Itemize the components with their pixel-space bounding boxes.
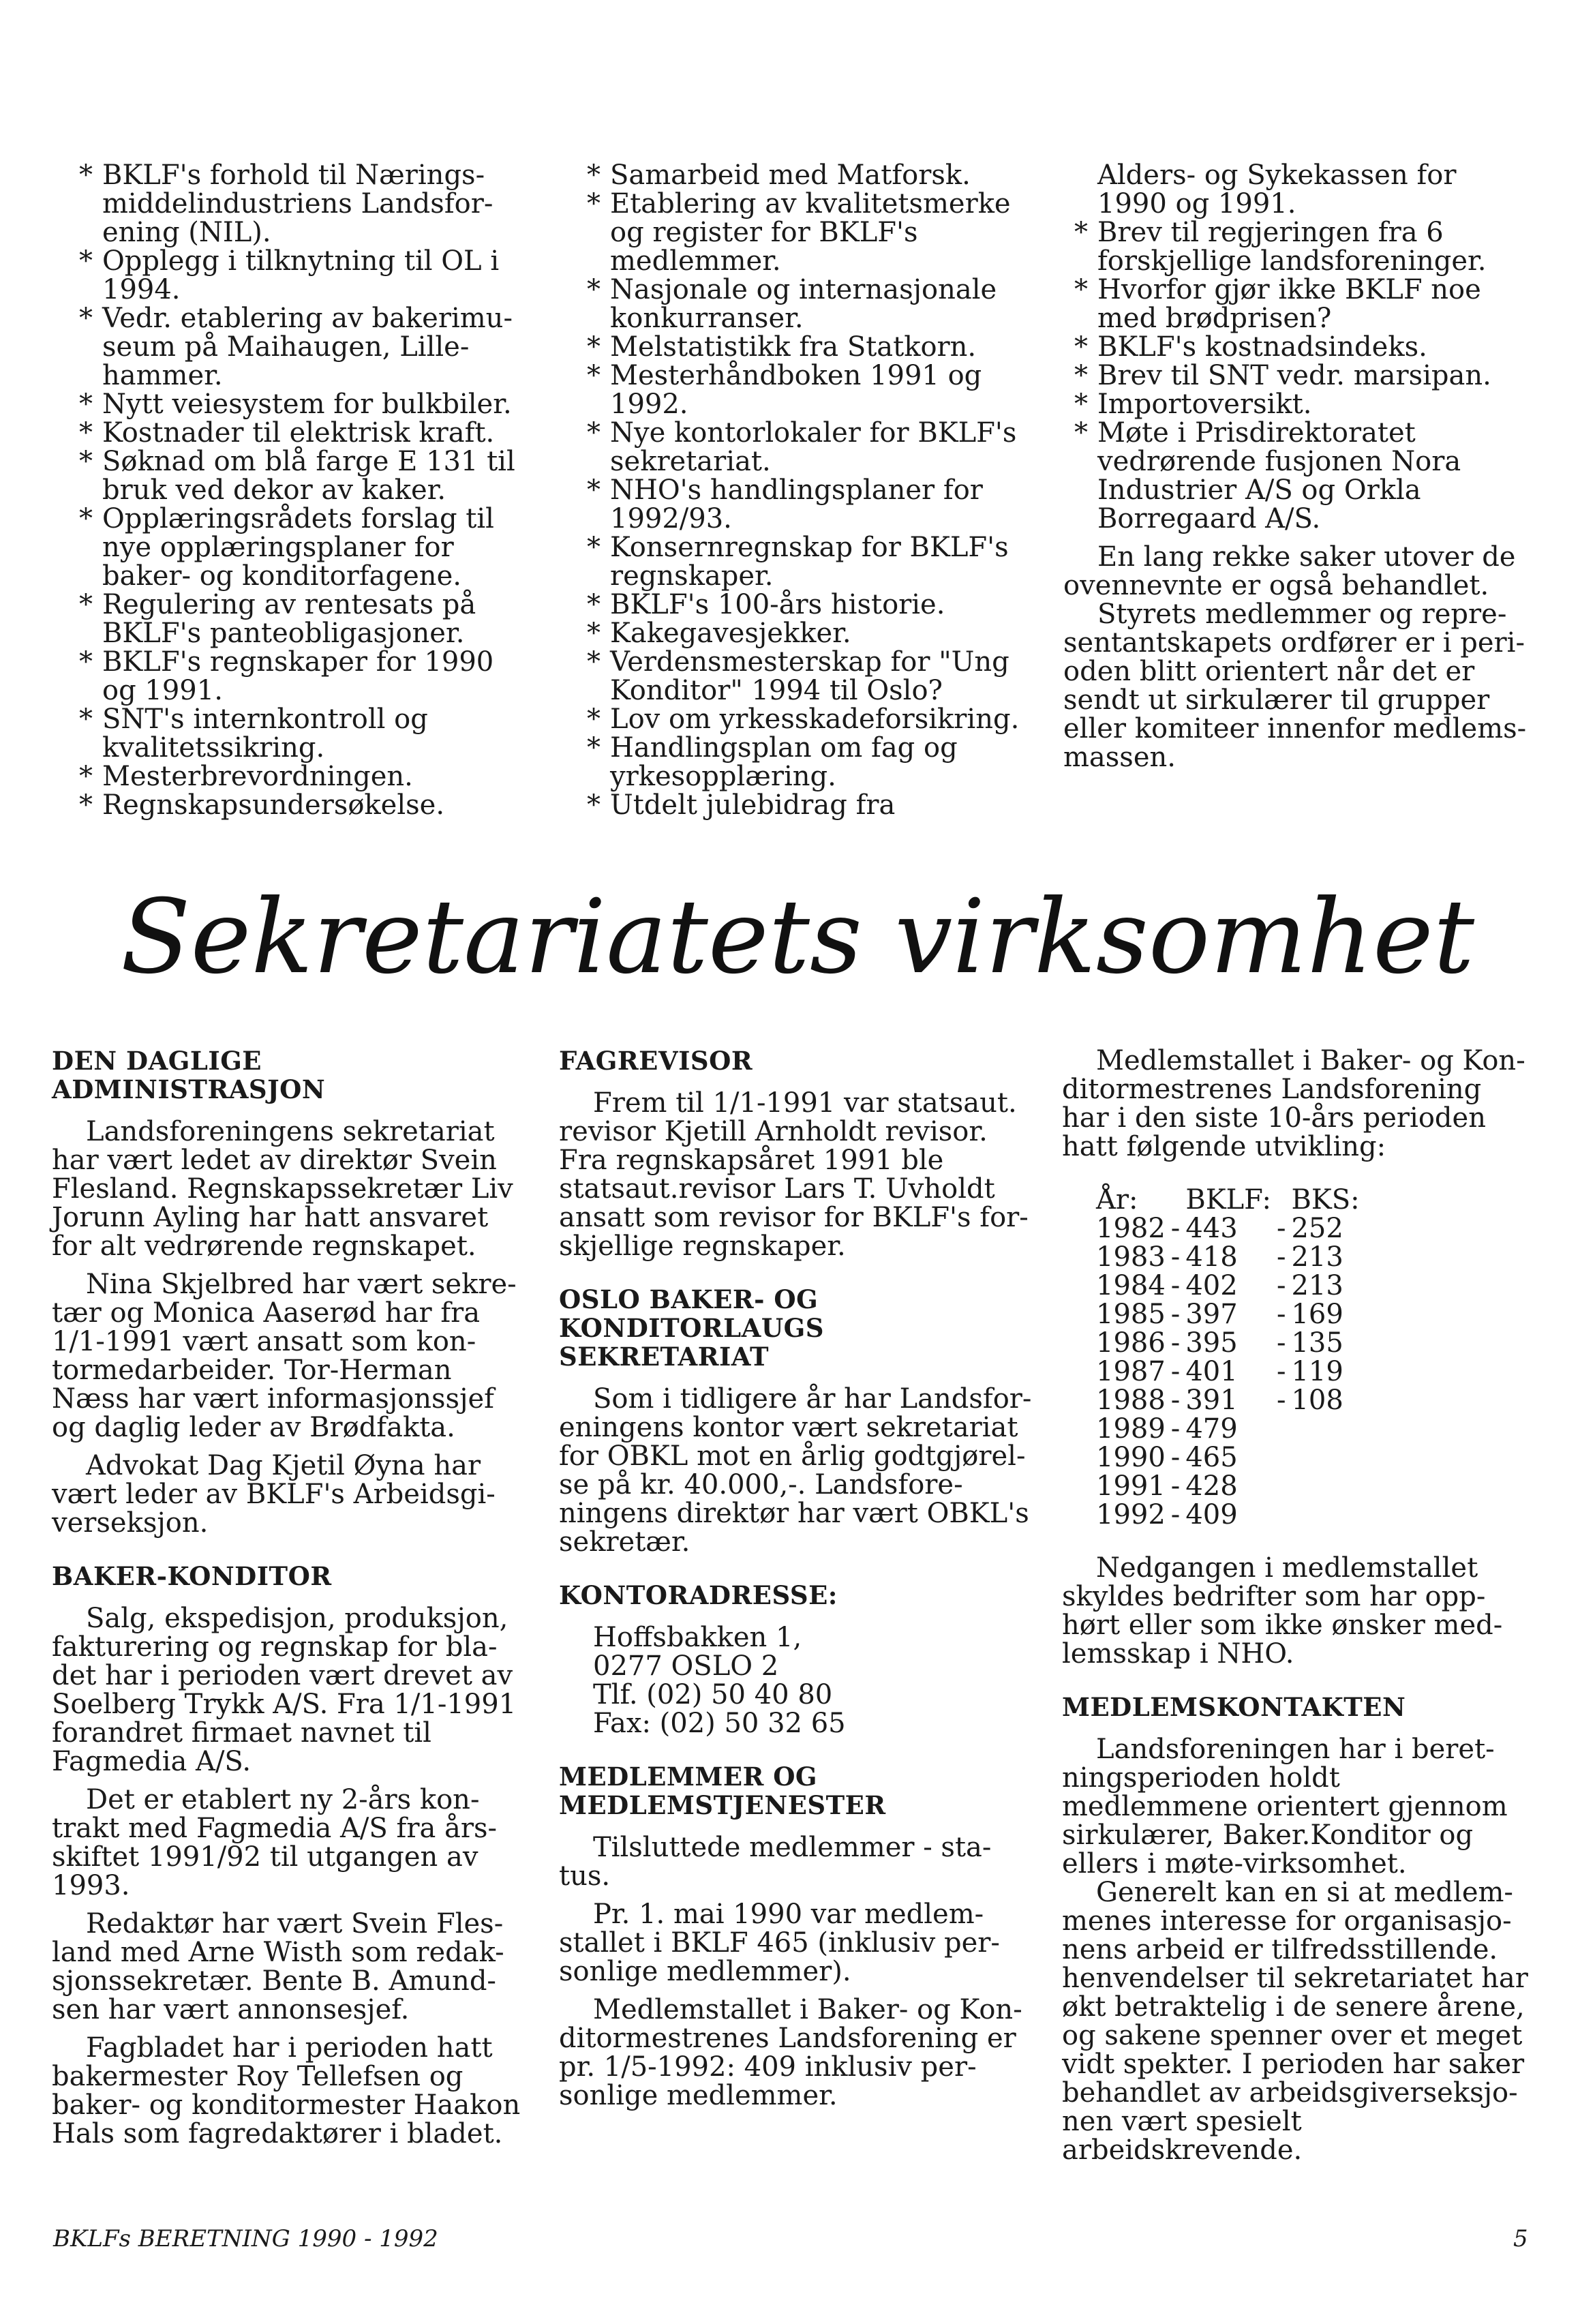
paragraph: Generelt kan en si at medlem-menes interesse for organisasjo-nens arbeid er tilfredsstillende. henvendelser til sekretariatet har økt betraktelig i de senere årene, og sakene spenner over et meget vidt spekter. I perioden har saker behandlet av arbeidsgiverseksjo-nen vært spesielt arbeidskrevende. <box>1062 1877 1528 2166</box>
list-item: * Opplegg i tilknytning til OL i 1994. <box>68 247 518 304</box>
section-heading-medlemmer: MEDLEMMER OG MEDLEMSTJENESTER <box>559 1762 886 1820</box>
bottom-column-3 <box>1062 1046 1532 2164</box>
address-line: 0277 OSLO 2 <box>593 1650 779 1682</box>
table-header: BKS: <box>1291 1184 1360 1216</box>
table-row: 1992 - 409 <box>1096 1500 1365 1529</box>
table-header-row <box>1096 1186 1365 1214</box>
list-item: * Nasjonale og internasjonale konkurranser. <box>576 275 1039 333</box>
paragraph: Medlemstallet i Baker- og Kon-ditormestrenes Landsforening har i den siste 10-års perioden hatt følgende utvikling: <box>1062 1045 1525 1162</box>
list-item: * Etablering av kvalitetsmerke og register for BKLF's medlemmer. <box>576 190 1039 275</box>
table-cell: 428 <box>1185 1470 1238 1502</box>
list-continuation: Alders- og Sykekassen for 1990 og 1991. <box>1097 160 1457 220</box>
table-cell: 1984 <box>1096 1270 1166 1301</box>
paragraph: Landsforeningens sekretariat har vært ledet av direktør Svein Flesland. Regnskapssekretær Liv Jorunn Ayling har hatt ansvaret for alt vedrørende regnskapet. <box>52 1116 513 1262</box>
list-item: * Regulering av rentesats på BKLF's panteobligasjoner. <box>68 590 518 648</box>
paragraph: Frem til 1/1-1991 var statsaut. revisor Kjetill Arnholdt revisor. Fra regnskapsåret 1991 ble statsaut.revisor Lars T. Uvholdt ansatt som revisor for BKLF's for-skjellige regnskaper. <box>559 1087 1029 1262</box>
list-item: * Nytt veiesystem for bulkbiler. <box>68 390 518 419</box>
table-cell: 1985 <box>1096 1299 1166 1330</box>
table-cell: 1991 <box>1096 1470 1166 1502</box>
table-cell: 1992 <box>1096 1499 1166 1530</box>
table-cell: 443 <box>1185 1213 1238 1244</box>
agenda-list-3 <box>1063 218 1527 533</box>
agenda-list-2 <box>576 161 1039 819</box>
bottom-column-2 <box>559 1046 1036 2110</box>
banner-title: Sekretariatets virksomhet <box>120 878 1475 997</box>
table-cell: 465 <box>1185 1442 1238 1473</box>
table-header: BKLF: <box>1185 1184 1271 1216</box>
table-header: År: <box>1096 1184 1138 1216</box>
paragraph: Som i tidligere år har Landsfor-eningens kontor vært sekretariat for OBKL mot en årlig godtgjørel-se på kr. 40.000,-. Landsfore-ningens direktør har vært OBKL's sekretær. <box>559 1383 1032 1558</box>
list-item: * Nye kontorlokaler for BKLF's sekretariat. <box>576 419 1039 476</box>
list-item: * Konsernregnskap for BKLF's regnskaper. <box>576 533 1039 590</box>
table-cell: 1982 <box>1096 1213 1166 1244</box>
paragraph: Nina Skjelbred har vært sekre-tær og Monica Aaserød har fra 1/1-1991 vært ansatt som kon-tormedarbeider. Tor-Herman Næss har vært informasjonssjef og daglig leder av Brødfakta. <box>52 1269 517 1443</box>
fax-line: Fax: (02) 50 32 65 <box>593 1708 846 1739</box>
list-item: * BKLF's regnskaper for 1990 og 1991. <box>68 648 518 705</box>
list-item: * Mesterhåndboken 1991 og 1992. <box>576 361 1039 419</box>
table-cell: 119 <box>1291 1356 1343 1387</box>
section-heading-kontor: KONTORADRESSE: <box>559 1580 838 1610</box>
bottom-column-1 <box>52 1046 529 2148</box>
list-item: * Melstatistikk fra Statkorn. <box>576 333 1039 361</box>
list-item: * Verdensmesterskap for "Ung Konditor" 1994 til Oslo? <box>576 648 1039 705</box>
list-item: * Kakegavesjekker. <box>576 619 1039 648</box>
table-cell: 409 <box>1185 1499 1238 1530</box>
table-cell: 1990 <box>1096 1442 1166 1473</box>
table-cell: 169 <box>1291 1299 1343 1330</box>
paragraph: Advokat Dag Kjetil Øyna har vært leder av BKLF's Arbeidsgi-verseksjon. <box>52 1450 496 1539</box>
table-row: 1983 - 418 - 213 <box>1096 1243 1365 1271</box>
paragraph: Det er etablert ny 2-års kon-trakt med Fagmedia A/S fra års-skiftet 1991/92 til utgangen av 1993. <box>52 1784 498 1901</box>
table-cell: 397 <box>1185 1299 1238 1330</box>
address-line: Hoffsbakken 1, <box>593 1622 802 1653</box>
list-item: * Vedr. etablering av bakerimu-seum på Maihaugen, Lille-hammer. <box>68 304 518 390</box>
top-column-3 <box>1063 161 1527 772</box>
list-item: * BKLF's kostnadsindeks. <box>1063 333 1527 361</box>
list-item: * Lov om yrkesskadeforsikring. <box>576 705 1039 734</box>
list-item: * Hvorfor gjør ikke BKLF noe med brødprisen? <box>1063 275 1527 333</box>
list-item: * SNT's internkontroll og kvalitetssikring. <box>68 705 518 762</box>
footer-title: BKLFs BERETNING 1990 - 1992 <box>53 2225 438 2252</box>
table-cell: 213 <box>1291 1241 1343 1273</box>
table-cell: 252 <box>1291 1213 1343 1244</box>
table-row: 1984 - 402 - 213 <box>1096 1271 1365 1300</box>
list-item: * Utdelt julebidrag fra <box>576 791 1039 819</box>
section-heading-kontakt: MEDLEMSKONTAKTEN <box>1062 1692 1406 1722</box>
table-row: 1991 - 428 <box>1096 1472 1365 1500</box>
list-item: * Mesterbrevordningen. <box>68 762 518 791</box>
list-item: * Kostnader til elektrisk kraft. <box>68 419 518 447</box>
paragraph: En lang rekke saker utover de ovennevnte er også behandlet. <box>1063 541 1516 601</box>
paragraph: Medlemstallet i Baker- og Kon-ditormestrenes Landsforening er pr. 1/5-1992: 409 inklusiv per-sonlige medlemmer. <box>559 1994 1022 2111</box>
paragraph: Redaktør har vært Svein Fles-land med Arne Wisth som redak-sjonssekretær. Bente B. Amund-sen har vært annonsesjef. <box>52 1908 504 2025</box>
paragraph: Nedgangen i medlemstallet skyldes bedrifter som har opp-hørt eller som ikke ønsker med-lemsskap i NHO. <box>1062 1552 1503 1670</box>
list-item: * Møte i Prisdirektoratet vedrørende fusjonen Nora Industrier A/S og Orkla Borregaard A/S. <box>1063 419 1527 533</box>
paragraph: Landsforeningen har i beret-ningsperioden holdt medlemmene orientert gjennom sirkulærer, Baker.Konditor og ellers i møte-virksomhet. <box>1062 1734 1508 1880</box>
section-heading-oslo: OSLO BAKER- OG KONDITORLAUGS SEKRETARIAT <box>559 1284 824 1372</box>
table-cell: 1989 <box>1096 1413 1166 1445</box>
list-item: * Importoversikt. <box>1063 390 1527 419</box>
table-cell: 1988 <box>1096 1385 1166 1416</box>
table-cell: 401 <box>1185 1356 1238 1387</box>
table-cell: 1987 <box>1096 1356 1166 1387</box>
list-item: * BKLF's forhold til Nærings-middelindustriens Landsfor-ening (NIL). <box>68 161 518 247</box>
list-item: * NHO's handlingsplaner for 1992/93. <box>576 476 1039 533</box>
agenda-list-1 <box>68 161 518 819</box>
paragraph: Fagbladet har i perioden hatt bakermester Roy Tellefsen og baker- og konditormester Haakon Hals som fagredaktører i bladet. <box>52 2032 521 2149</box>
list-item: * BKLF's 100-års historie. <box>576 590 1039 619</box>
table-row: 1982 - 443 - 252 <box>1096 1214 1365 1243</box>
table-cell: 395 <box>1185 1327 1238 1359</box>
table-cell: 418 <box>1185 1241 1238 1273</box>
table-cell: 479 <box>1185 1413 1238 1445</box>
list-item: * Brev til SNT vedr. marsipan. <box>1063 361 1527 390</box>
paragraph: Pr. 1. mai 1990 var medlem-stallet i BKLF 465 (inklusiv per-sonlige medlemmer). <box>559 1899 1000 1987</box>
table-row: 1987 - 401 - 119 <box>1096 1357 1365 1386</box>
table-row: 1986 - 395 - 135 <box>1096 1329 1365 1357</box>
paragraph: Tilsluttede medlemmer - sta-tus. <box>559 1832 992 1892</box>
list-item: * Opplæringsrådets forslag til nye opplæringsplaner for baker- og konditorfagene. <box>68 504 518 590</box>
table-cell: 108 <box>1291 1385 1343 1416</box>
list-item: * Søknad om blå farge E 131 til bruk ved dekor av kaker. <box>68 447 518 504</box>
table-cell: 213 <box>1291 1270 1343 1301</box>
phone-line: Tlf. (02) 50 40 80 <box>593 1679 833 1710</box>
membership-table <box>1096 1186 1365 1529</box>
table-row: 1989 - 479 <box>1096 1415 1365 1443</box>
table-row: 1990 - 465 <box>1096 1443 1365 1472</box>
top-column-1 <box>68 161 518 819</box>
section-heading-baker: BAKER-KONDITOR <box>52 1561 332 1591</box>
section-heading-daglig: DEN DAGLIGE ADMINISTRASJON <box>52 1046 326 1104</box>
list-item: * Samarbeid med Matforsk. <box>576 161 1039 190</box>
table-cell: 1986 <box>1096 1327 1166 1359</box>
paragraph: Salg, ekspedisjon, produksjon, fakturering og regnskap for bla-det har i perioden vært drevet av Soelberg Trykk A/S. Fra 1/1-1991 forandret firmaet navnet til Fagmedia A/S. <box>52 1603 517 1777</box>
top-column-2 <box>576 161 1039 819</box>
list-item: * Handlingsplan om fag og yrkesopplæring. <box>576 734 1039 791</box>
table-cell: 135 <box>1291 1327 1343 1359</box>
table-cell: 1983 <box>1096 1241 1166 1273</box>
list-item: * Regnskapsundersøkelse. <box>68 791 518 819</box>
table-row: 1988 - 391 - 108 <box>1096 1386 1365 1415</box>
page-number: 5 <box>1513 2225 1528 2252</box>
table-cell: 391 <box>1185 1385 1238 1416</box>
paragraph: Styrets medlemmer og repre-sentantskapets ordfører er i peri-oden blitt orientert når det er sendt ut sirkulærer til grupper eller komiteer innenfor medlems-massen. <box>1063 599 1527 773</box>
section-heading-fagrevisor: FAGREVISOR <box>559 1046 753 1076</box>
list-item: * Brev til regjeringen fra 6 forskjellige landsforeninger. <box>1063 218 1527 275</box>
table-cell: 402 <box>1185 1270 1238 1301</box>
table-row: 1985 - 397 - 169 <box>1096 1300 1365 1329</box>
